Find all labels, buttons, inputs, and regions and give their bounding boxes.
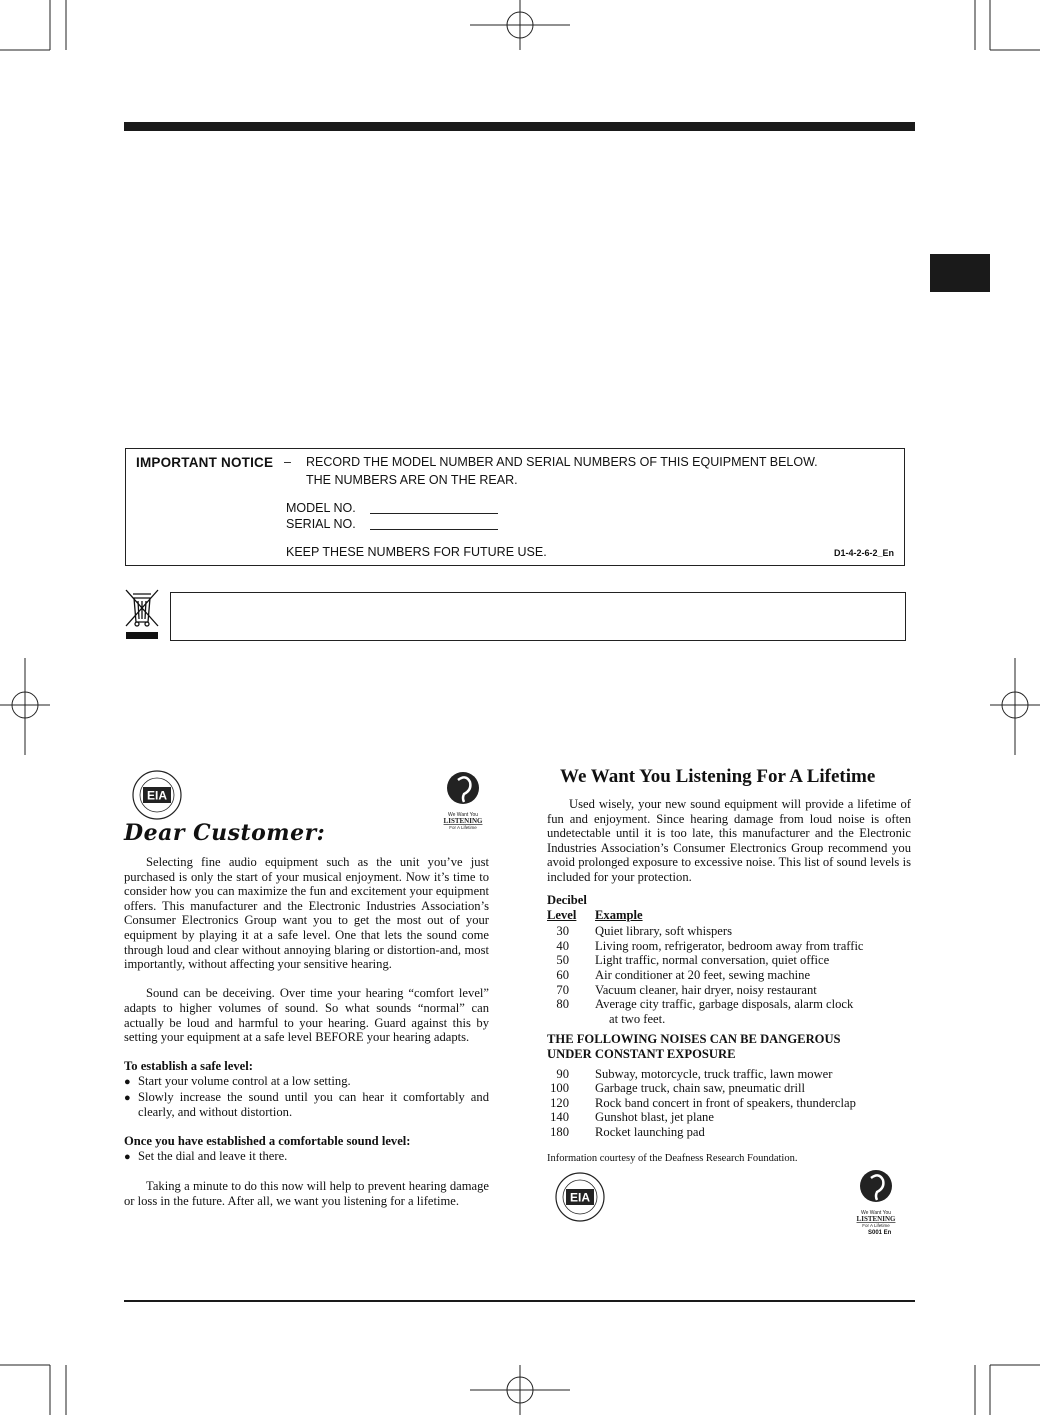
eia-logo-bottom (555, 1172, 605, 1222)
keep-numbers-note: KEEP THESE NUMBERS FOR FUTURE USE. (286, 545, 547, 559)
safe-levels-list (547, 924, 911, 1012)
danger-heading-1: THE FOLLOWING NOISES CAN BE DANGEROUS (547, 1032, 841, 1047)
danger-level-row (547, 1096, 911, 1111)
danger-level-row (547, 1067, 911, 1082)
notice-line-1: RECORD THE MODEL NUMBER AND SERIAL NUMBERS OF THIS EQUIPMENT BELOW. (306, 455, 818, 469)
decibel-level-example: Air conditioner at 20 feet, sewing machine (595, 967, 811, 982)
decibel-level-example: Average city traffic, garbage disposals, alarm clock (595, 997, 854, 1012)
intro-paragraph: Selecting fine audio equipment such as the unit you’ve just purchased is only the start of your musical enjoyment. Now it’s time to consider how you can maximize the fun and excitement your equipment offers. This manufacturer and the Electronic Industries Association’s Consumer Electronics Group want you to get the most out of your equipment by playing it at a safe level. One that lets the sound come through loud and clear without annoying blaring or distortion-and, most importantly, without affecting your sensitive hearing. (124, 855, 489, 972)
model-number-blank (370, 513, 498, 514)
decibel-table (547, 893, 911, 1166)
lifetime-intro-paragraph: Used wisely, your new sound equipment will provide a lifetime of fun and enjoyment. Since hearing damage from loud noise is often undetectable until it is too late, this manufacturer and the Electronic Industries Association’s Consumer Electronics Group recommend you avoid prolonged exposure to excessive noise. This list of sound levels is included for your protection. (547, 797, 911, 884)
svg-text:We Want You: We Want You (447, 812, 479, 818)
svg-text:We Want You: We Want You (860, 1210, 892, 1216)
disposal-info-box (170, 592, 906, 641)
decibel-level-level: 60 (556, 967, 569, 982)
info-credit: Information courtesy of the Deafness Research Foundation. (547, 1152, 798, 1164)
danger-heading-2: UNDER CONSTANT EXPOSURE (547, 1046, 736, 1061)
dangerous-levels-list (547, 1067, 911, 1140)
serial-number-label: SERIAL NO. (286, 517, 356, 531)
decibel-level-row (547, 953, 911, 968)
danger-level-row (547, 1081, 911, 1096)
decibel-header: Decibel (547, 893, 587, 907)
decibel-level-row (547, 924, 911, 939)
footer-rule (124, 1300, 915, 1302)
notice-dash: – (284, 455, 291, 469)
decibel-level-example: Quiet library, soft whispers (595, 924, 732, 939)
notice-code: D1-4-2-6-2_En (833, 548, 894, 558)
crossed-bin-icon (122, 588, 162, 642)
danger-level-example: Garbage truck, chain saw, pneumatic drill (595, 1081, 806, 1096)
serial-number-blank (370, 529, 498, 530)
header-rule (124, 122, 915, 131)
example-header: Example (595, 907, 643, 922)
decibel-level-level: 70 (556, 982, 569, 997)
listening-ear-logo (442, 768, 484, 832)
closing-paragraph: Taking a minute to do this now will help to prevent hearing damage or loss in the future. After all, we want you listening for a lifetime. (124, 1179, 489, 1208)
svg-text:EIA: EIA (146, 788, 168, 803)
level-80-continuation-text: at two feet. (609, 1011, 666, 1026)
svg-text:For A Lifetime: For A Lifetime (449, 825, 477, 830)
lifetime-title: We Want You Listening For A Lifetime (560, 766, 876, 787)
danger-level-example: Gunshot blast, jet plane (595, 1110, 714, 1125)
safe-level-step-1: ● Start your volume control at a low setting. (124, 1074, 489, 1090)
decibel-level-example: Light traffic, normal conversation, quiet office (595, 953, 830, 968)
svg-text:For A Lifetime: For A Lifetime (862, 1223, 890, 1228)
decibel-level-example: Living room, refrigerator, bedroom away from traffic (595, 938, 864, 953)
level-80-continuation (547, 1012, 911, 1027)
decibel-level-example: Vacuum cleaner, hair dryer, noisy restaurant (595, 982, 817, 997)
danger-level-level: 180 (550, 1124, 569, 1139)
decibel-level-row (547, 997, 911, 1012)
level-header: Level (547, 907, 577, 922)
danger-level-level: 140 (550, 1110, 569, 1125)
comfortable-level-step: ● Set the dial and leave it there. (124, 1149, 489, 1165)
decibel-level-level: 80 (556, 997, 569, 1012)
danger-level-level: 100 (550, 1081, 569, 1096)
danger-level-example: Rock band concert in front of speakers, thunderclap (595, 1095, 856, 1110)
safe-level-step-2: ● Slowly increase the sound until you can hear it comfortably and clearly, and without distortion. (124, 1090, 489, 1120)
decibel-level-row (547, 968, 911, 983)
svg-text:LISTENING: LISTENING (856, 1215, 896, 1223)
decibel-level-level: 30 (556, 924, 569, 939)
safe-level-heading: To establish a safe level: (124, 1059, 253, 1074)
important-notice-box (125, 448, 905, 566)
notice-line-2: THE NUMBERS ARE ON THE REAR. (306, 473, 518, 487)
danger-level-level: 120 (550, 1095, 569, 1110)
listening-ear-logo-bottom (855, 1166, 897, 1230)
svg-text:LISTENING: LISTENING (443, 817, 483, 825)
decibel-level-level: 50 (556, 953, 569, 968)
eia-logo (132, 770, 182, 820)
danger-level-row (547, 1125, 911, 1140)
danger-level-row (547, 1110, 911, 1125)
danger-level-example: Rocket launching pad (595, 1124, 705, 1139)
decibel-level-level: 40 (556, 938, 569, 953)
section-tab (930, 254, 990, 292)
danger-level-level: 90 (556, 1066, 569, 1081)
greeting-heading: Dear Customer: (124, 820, 326, 846)
left-column-text (124, 855, 489, 1208)
section-code: S001 En (868, 1230, 892, 1236)
svg-text:EIA: EIA (569, 1190, 591, 1205)
notice-label: IMPORTANT NOTICE (136, 455, 274, 470)
deceiving-paragraph: Sound can be deceiving. Over time your hearing “comfort level” adapts to higher volumes of sound. So what sounds “normal” can actually be loud and harmful to your hearing. Guard against this by setting your equipment at a safe level BEFORE your hearing adapts. (124, 986, 489, 1045)
danger-level-example: Subway, motorcycle, truck traffic, lawn mower (595, 1066, 833, 1081)
table-header-row (547, 908, 911, 923)
model-number-label: MODEL NO. (286, 501, 356, 515)
decibel-level-row (547, 939, 911, 954)
comfortable-level-heading: Once you have established a comfortable sound level: (124, 1134, 411, 1149)
right-column-intro (547, 797, 911, 885)
decibel-level-row (547, 983, 911, 998)
